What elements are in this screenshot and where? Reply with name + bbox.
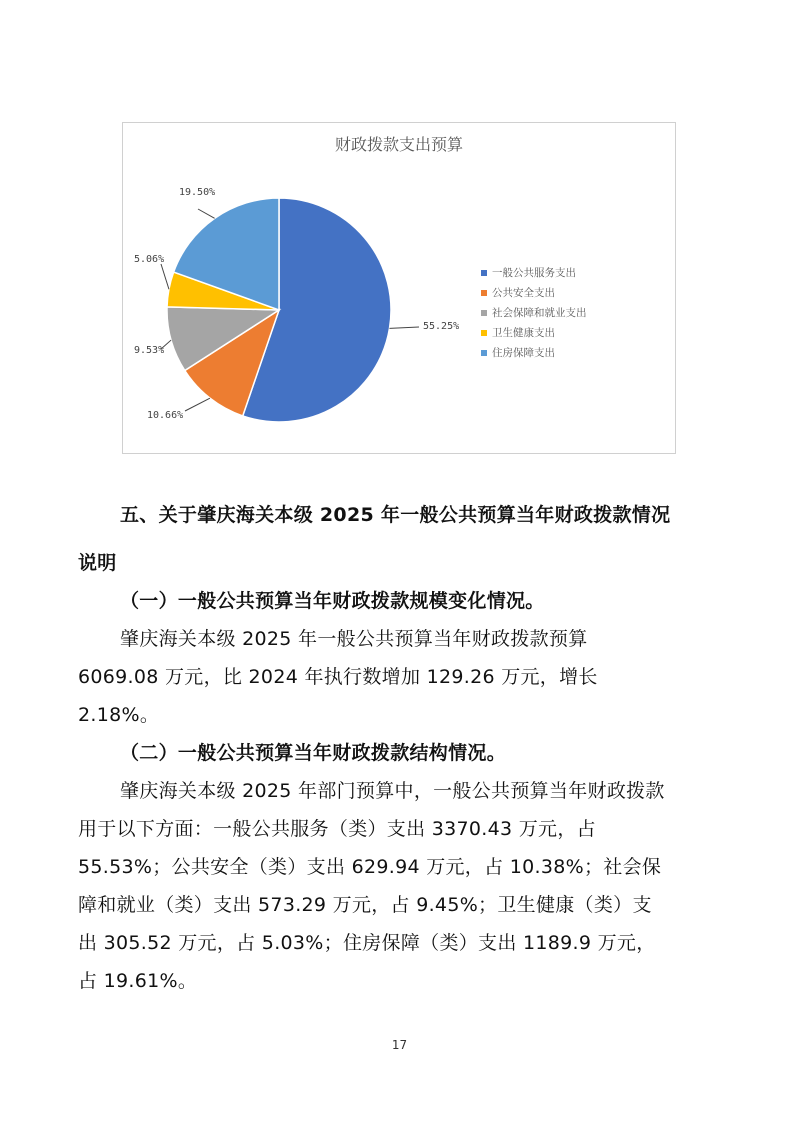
section-heading-line2: 说明 — [78, 552, 117, 574]
section-heading-line1: 五、关于肇庆海关本级 2025 年一般公共预算当年财政拨款情况 — [120, 504, 671, 526]
legend-label: 公共安全支出 — [492, 287, 555, 299]
legend-item — [481, 323, 587, 343]
sub2-line: 障和就业（类）支出 573.29 万元，占 9.45%；卫生健康（类）支 — [78, 894, 652, 916]
sub2-line: 用于以下方面：一般公共服务（类）支出 3370.43 万元，占 — [78, 818, 596, 840]
subsection2-heading: （二）一般公共预算当年财政拨款结构情况。 — [120, 742, 507, 764]
subsection1-heading: （一）一般公共预算当年财政拨款规模变化情况。 — [120, 590, 545, 612]
legend-swatch — [481, 270, 487, 276]
sub2-line: 肇庆海关本级 2025 年部门预算中，一般公共预算当年财政拨款 — [120, 780, 665, 802]
legend-swatch — [481, 290, 487, 296]
leader-line — [389, 327, 419, 328]
legend-swatch — [481, 330, 487, 336]
slice-value-label: 19.50% — [179, 187, 216, 198]
sub1-line: 肇庆海关本级 2025 年一般公共预算当年财政拨款预算 — [120, 628, 588, 650]
sub2-line: 占 19.61%。 — [78, 970, 198, 992]
chart-legend — [481, 263, 587, 363]
leader-line — [198, 209, 215, 218]
legend-swatch — [481, 310, 487, 316]
legend-item — [481, 283, 587, 303]
chart-title: 财政拨款支出预算 — [334, 135, 464, 154]
slice-value-label: 5.06% — [134, 254, 165, 265]
legend-swatch — [481, 350, 487, 356]
sub1-line: 2.18%。 — [78, 704, 160, 726]
legend-item — [481, 343, 587, 363]
legend-item — [481, 263, 587, 283]
sub1-line: 6069.08 万元，比 2024 年执行数增加 129.26 万元，增长 — [78, 666, 598, 688]
slice-value-label: 10.66% — [147, 410, 184, 421]
leader-line — [161, 264, 169, 289]
sub2-line: 55.53%；公共安全（类）支出 629.94 万元，占 10.38%；社会保 — [78, 856, 662, 878]
legend-label: 住房保障支出 — [492, 347, 555, 359]
legend-label: 社会保障和就业支出 — [492, 307, 587, 319]
leader-line — [185, 398, 210, 411]
page-number: 17 — [391, 1038, 408, 1052]
legend-label: 卫生健康支出 — [492, 327, 555, 339]
sub2-line: 出 305.52 万元，占 5.03%；住房保障（类）支出 1189.9 万元， — [78, 932, 656, 954]
pie-chart — [123, 123, 675, 453]
legend-label: 一般公共服务支出 — [492, 267, 576, 279]
legend-item — [481, 303, 587, 323]
slice-value-label: 55.25% — [423, 321, 460, 332]
pie-chart-container — [122, 122, 676, 454]
slice-value-label: 9.53% — [134, 345, 165, 356]
